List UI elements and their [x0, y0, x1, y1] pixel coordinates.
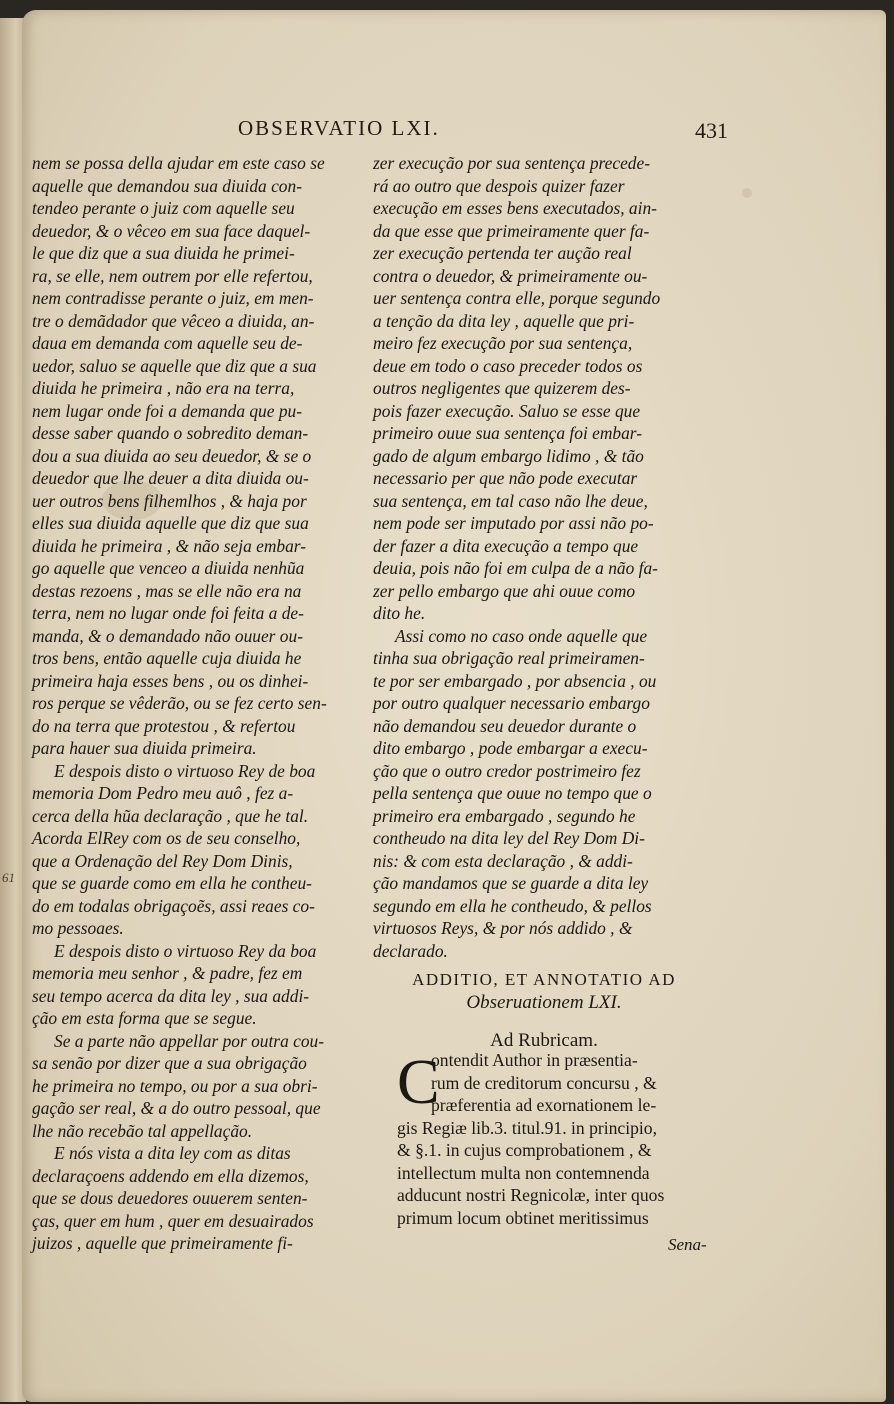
- text-line: contheudo na dita ley del Rey Dom Di-: [373, 828, 645, 848]
- text-line: por outro qualquer necessario embargo: [373, 693, 650, 713]
- text-line: diuida he primeira , não era na terra,: [32, 378, 295, 398]
- additio-text: [397, 1046, 717, 1229]
- text-line: uer sentença contra elle, porque segundo: [373, 288, 661, 308]
- text-line: E nós vista a dita ley com as ditas: [54, 1143, 291, 1163]
- text-line: destas rezoens , mas se elle não era na: [32, 580, 302, 601]
- text-line: ção mandamos que se guarde a dita ley: [373, 873, 649, 893]
- text-line: do em todalas obrigaçoẽs, assi reaes co-: [32, 895, 315, 916]
- page-number: 431: [695, 118, 728, 143]
- text-line: seu tempo acerca da dita ley , sua addi-: [32, 985, 310, 1006]
- text-line: der fazer a dita execução a tempo que: [373, 535, 639, 556]
- text-line: uedor, saluo se aquelle que diz que a sua: [32, 355, 317, 376]
- text-line: te por ser embargado , por absencia , ou: [373, 670, 657, 691]
- text-line: meiro fez execução por sua sentença,: [373, 333, 633, 353]
- text-line: nem se possa della ajudar em este caso se: [32, 153, 325, 173]
- text-line: tre o demãdador que vêceo a diuida, an-: [32, 310, 315, 331]
- text-line: dou a sua diuida ao seu deuedor, & se o: [32, 445, 312, 466]
- text-line: dito embargo , pode embargar a execu-: [373, 738, 648, 758]
- text-line: ros perque se vêderão, ou se fez certo sen-: [32, 693, 327, 713]
- additio-subtitle: Obseruationem LXI.: [466, 992, 622, 1013]
- text-line: E despois disto o virtuoso Rey de boa: [54, 760, 316, 781]
- text-line: Se a parte não appellar por outra cou-: [54, 1030, 325, 1051]
- text-line: pois fazer execução. Saluo se esse que: [373, 400, 641, 421]
- text-line: primeiro era embargado , segundo he: [373, 805, 636, 826]
- text-line: que a Ordenação del Rey Dom Dinis,: [32, 850, 293, 871]
- text-line: ção que o outro credor postrimeiro fez: [373, 760, 641, 781]
- text-line: diuida he primeira , & não seja embar-: [32, 535, 307, 556]
- text-line: go aquelle que venceo a diuida nenhũa: [32, 558, 305, 578]
- text-line: nem pode ser imputado por assi não po-: [373, 513, 654, 533]
- text-line: manda, & o demandado não ouuer ou-: [32, 625, 303, 646]
- text-line: primum locum obtinet meritissimus: [397, 1207, 649, 1228]
- text-line: sa senão por dizer que a sua obrigação: [32, 1053, 307, 1073]
- text-line: sua sentença, em tal caso não lhe deue,: [373, 490, 648, 511]
- text-line: zer pello embargo que ahi ouue como: [373, 580, 636, 601]
- text-line: gis Regiæ lib.3. titul.91. in principio,: [397, 1117, 657, 1138]
- text-line: & §.1. in cujus comprobationem , &: [397, 1140, 652, 1160]
- text-line: mo pessoaes.: [32, 918, 124, 938]
- text-line: tros bens, então aquelle cuja diuida he: [32, 648, 302, 668]
- text-line: elles sua diuida aquelle que diz que sua: [32, 513, 309, 533]
- additio-title: ADDITIO, ET ANNOTATIO AD: [412, 970, 676, 989]
- text-line: virtuosos Reys, & por nós addido , &: [373, 918, 633, 938]
- text-line: primeira haja esses bens , ou os dinhei-: [32, 670, 309, 691]
- text-line: a tenção da dita ley , aquelle que pri-: [373, 310, 635, 331]
- text-line: declaraçoens addendo em ella dizemos,: [32, 1165, 309, 1186]
- text-line: contra o deuedor, & primeiramente ou-: [373, 265, 648, 286]
- text-line: deuia, pois não foi em culpa de a não fa-: [373, 558, 658, 578]
- text-line: uer outros bens filhemlhos , & haja por: [32, 490, 307, 511]
- text-line: declarado.: [373, 940, 448, 961]
- text-line: primeiro ouue sua sentença foi embar-: [373, 423, 643, 443]
- text-line: zer execução pertenda ter aução real: [373, 243, 632, 263]
- text-line: Acorda ElRey com os de seu conselho,: [32, 828, 301, 848]
- text-line: tinha sua obrigação real primeiramen-: [373, 648, 645, 668]
- rubric-heading: Ad Rubricam.: [490, 1030, 598, 1051]
- text-line: necessario per que não pode executar: [373, 468, 638, 488]
- text-line: juizos , aquelle que primeiramente fi-: [32, 1233, 293, 1253]
- text-line: deue em todo o caso preceder todos os: [373, 355, 643, 376]
- text-line: le que diz que a sua diuida he primei-: [32, 243, 295, 263]
- text-line: gação ser real, & a do outro pessoal, que: [32, 1098, 321, 1118]
- text-line: outros negligentes que quizerem des-: [373, 378, 631, 398]
- text-line: pella sentença que ouue no tempo que o: [373, 783, 652, 803]
- text-line: daua em demanda com aquelle seu de-: [32, 333, 303, 353]
- text-line: deuedor, & o vêceo em sua face daquel-: [32, 220, 311, 241]
- text-line: rá ao outro que despois quizer fazer: [373, 175, 625, 196]
- text-line: para hauer sua diuida primeira.: [32, 738, 257, 758]
- text-line: præferentia ad exornationem le-: [431, 1095, 657, 1115]
- text-line: intellectum multa non contemnenda: [397, 1162, 650, 1183]
- text-line: da que esse que primeiramente quer fa-: [373, 220, 650, 241]
- catchword: Sena-: [668, 1235, 707, 1254]
- drop-cap: C: [397, 1046, 440, 1117]
- text-line: que se dous deuedores ouuerem senten-: [32, 1188, 308, 1208]
- text-line: ças, quer em hum , quer em desuairados: [32, 1210, 314, 1231]
- text-line: E despois disto o virtuoso Rey da boa: [54, 940, 317, 961]
- margin-mark: 61: [2, 870, 15, 885]
- text-line: cerca della hũa declaração , que he tal.: [32, 805, 309, 826]
- text-line: Assi como no caso onde aquelle que: [395, 625, 648, 646]
- text-line: ontendit Author in præsentia-: [431, 1050, 638, 1070]
- text-line: dito he.: [373, 603, 426, 623]
- text-line: gado de algum embargo lidimo , & tão: [373, 445, 644, 466]
- text-line: execução em esses bens executados, ain-: [373, 198, 657, 218]
- text-line: zer execução por sua sentença precede-: [373, 153, 651, 173]
- text-line: aquelle que demandou sua diuida con-: [32, 175, 302, 196]
- text-line: que se guarde como em ella he contheu-: [32, 873, 312, 893]
- running-head: OBSERVATIO LXI.: [238, 116, 440, 140]
- text-line: memoria meu senhor , & padre, fez em: [32, 963, 303, 983]
- text-line: desse saber quando o sobredito deman-: [32, 423, 309, 443]
- text-line: lhe não recebão tal appellação.: [32, 1120, 253, 1141]
- text-line: rum de creditorum concursu , &: [431, 1072, 657, 1093]
- text-line: tendeo perante o juiz com aquelle seu: [32, 198, 295, 218]
- text-line: segundo em ella he contheudo, & pellos: [373, 895, 652, 916]
- text-line: não demandou seu deuedor durante o: [373, 715, 637, 736]
- text-line: memoria Dom Pedro meu auô , fez a-: [32, 783, 294, 803]
- text-line: deuedor que lhe deuer a dita diuida ou-: [32, 468, 309, 488]
- text-line: ra, se elle, nem outrem por elle refertou,: [32, 265, 313, 286]
- text-line: do na terra que protestou , & refertou: [32, 715, 296, 736]
- left-column: [32, 152, 370, 1255]
- text-line: adducunt nostri Regnicolæ, inter quos: [397, 1185, 665, 1205]
- text-line: nis: & com esta declaração , & addi-: [373, 850, 633, 871]
- text-line: ção em esta forma que se segue.: [32, 1008, 257, 1028]
- right-column: [373, 152, 713, 962]
- text-line: nem lugar onde foi a demanda que pu-: [32, 400, 302, 421]
- text-line: he primeira no tempo, ou por a sua obri-: [32, 1075, 318, 1096]
- text-line: terra, nem no lugar onde foi feita a de-: [32, 603, 304, 623]
- text-line: nem contradisse perante o juiz, em men-: [32, 288, 314, 308]
- paper-stain: [742, 188, 752, 198]
